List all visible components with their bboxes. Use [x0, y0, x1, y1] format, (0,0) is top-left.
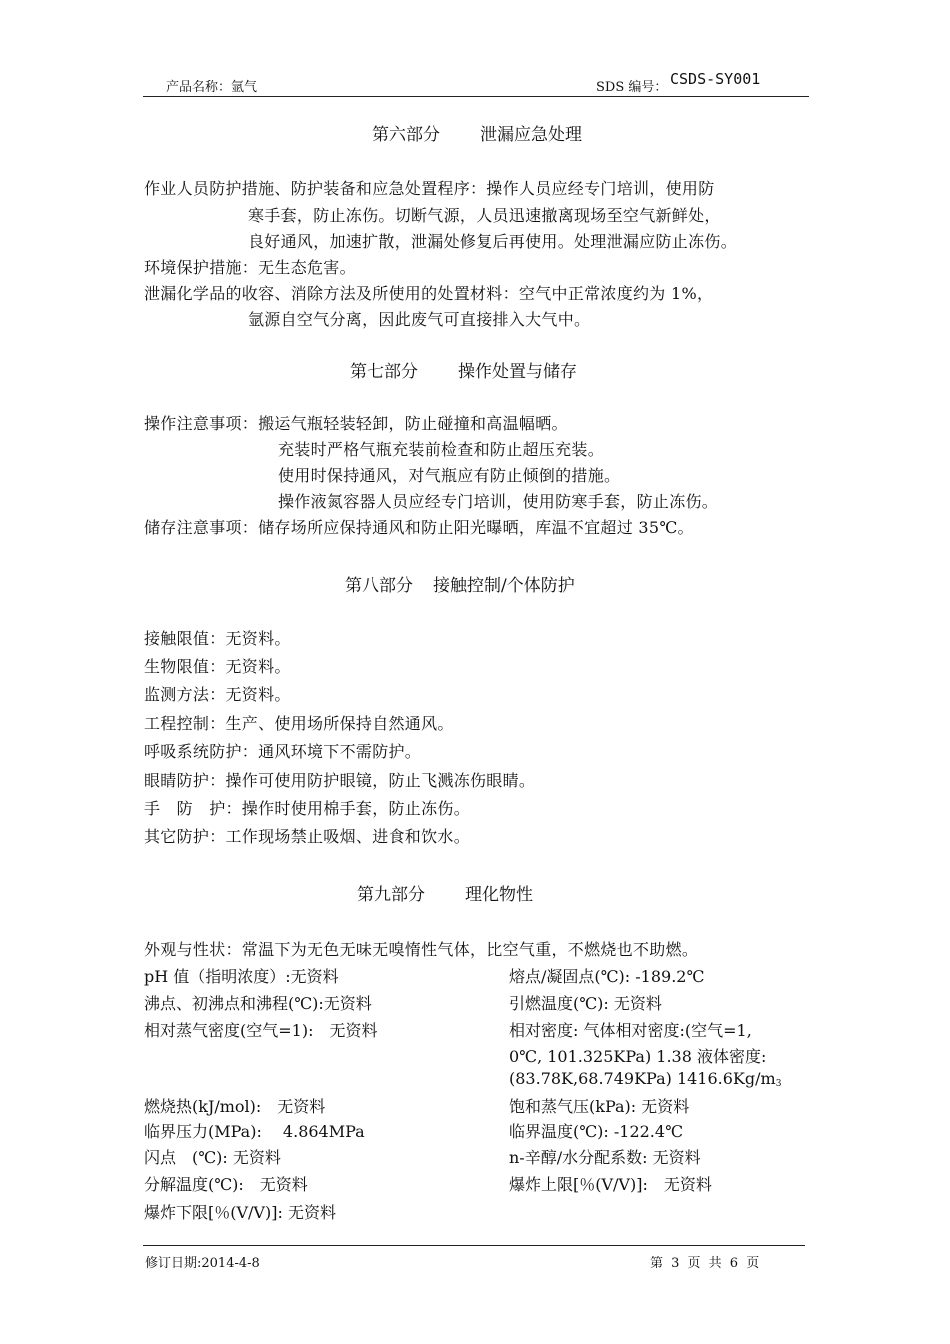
section-9-title: 理化物性: [465, 885, 533, 905]
s7-line: 充装时严格气瓶充装前检查和防止超压充装。: [278, 440, 605, 459]
s9-right-item: 相对密度: 气体相对密度:(空气=1,: [509, 1021, 752, 1040]
section-8-title: 接触控制/个体防护: [433, 576, 575, 596]
page-info: 第 3 页 共 6 页: [650, 1256, 760, 1271]
s9-right-item: 临界温度(℃): -122.4℃: [509, 1122, 683, 1141]
section-6-heading: [372, 120, 582, 145]
s6-line: 良好通风，加速扩散，泄漏处修复后再使用。处理泄漏应防止冻伤。: [248, 232, 738, 251]
revision-date: 修订日期:2014-4-8: [145, 1256, 260, 1271]
cubic-superscript: 3: [775, 1079, 782, 1089]
s9-left-item: 沸点、初沸点和沸程(℃):无资料: [144, 994, 372, 1013]
s8-line: 生物限值：无资料。: [144, 657, 291, 676]
section-9-heading: [357, 880, 533, 905]
s9-left-item: 爆炸下限[％(V/V)]: 无资料: [144, 1203, 336, 1222]
s9-right-item: 熔点/凝固点(℃): -189.2℃: [509, 967, 705, 986]
s8-line: 监测方法：无资料。: [144, 685, 291, 704]
s9-right-item: 引燃温度(℃): 无资料: [509, 994, 662, 1013]
s9-left-item: 分解温度(℃): 无资料: [144, 1175, 308, 1194]
sds-number: CSDS-SY001: [670, 70, 761, 88]
s6-line: 氩源自空气分离，因此废气可直接排入大气中。: [248, 310, 591, 329]
s8-line: 呼吸系统防护：通风环境下不需防护。: [144, 742, 422, 761]
s8-line: 工程控制：生产、使用场所保持自然通风。: [144, 714, 454, 733]
s6-line: 泄漏化学品的收容、消除方法及所使用的处置材料：空气中正常浓度约为 1%，: [144, 284, 714, 303]
s6-line: 环境保护措施：无生态危害。: [144, 258, 356, 277]
s9-left-item: 闪点 (℃): 无资料: [144, 1148, 281, 1167]
header-rule: [143, 96, 809, 97]
s7-line: 操作液氮容器人员应经专门培训，使用防寒手套，防止冻伤。: [278, 492, 719, 511]
liquid-density-value: (83.78K,68.749KPa) 1416.6Kg/m: [509, 1069, 776, 1088]
s9-right-item: n-辛醇/水分配系数: 无资料: [509, 1148, 701, 1167]
section-6-number: 第六部分: [372, 125, 440, 145]
section-7-number: 第七部分: [350, 362, 418, 382]
s8-line: 眼睛防护：操作可使用防护眼镜，防止飞溅冻伤眼睛。: [144, 771, 536, 790]
s8-line: 其它防护：工作现场禁止吸烟、进食和饮水。: [144, 827, 471, 846]
section-6-title: 泄漏应急处理: [480, 125, 582, 145]
s7-line: 操作注意事项：搬运气瓶轻装轻卸，防止碰撞和高温幅晒。: [144, 414, 568, 433]
s9-left-item: pH 值（指明浓度）:无资料: [144, 967, 339, 986]
s7-line: 使用时保持通风，对气瓶应有防止倾倒的措施。: [278, 466, 621, 485]
footer-rule: [143, 1245, 805, 1246]
section-8-number: 第八部分: [345, 576, 413, 596]
s9-left-item: 相对蒸气密度(空气=1): 无资料: [144, 1021, 378, 1040]
s8-line: 接触限值：无资料。: [144, 629, 291, 648]
s9-appearance: 外观与性状：常温下为无色无味无嗅惰性气体，比空气重，不燃烧也不助燃。: [144, 940, 699, 959]
s9-right-item: 爆炸上限[％(V/V)]: 无资料: [509, 1175, 712, 1194]
section-7-title: 操作处置与储存: [458, 362, 577, 382]
s7-line: 储存注意事项：储存场所应保持通风和防止阳光曝晒，库温不宜超过 35℃。: [144, 518, 694, 537]
section-9-number: 第九部分: [357, 885, 425, 905]
s9-left-item: 临界压力(MPa): 4.864MPa: [144, 1122, 365, 1141]
section-8-heading: [345, 571, 575, 596]
section-7-heading: [350, 357, 577, 382]
s6-line: 寒手套，防止冻伤。切断气源，人员迅速撤离现场至空气新鲜处，: [248, 206, 721, 225]
s9-right-item: 饱和蒸气压(kPa): 无资料: [509, 1097, 690, 1116]
sds-number-label: SDS 编号：: [596, 80, 668, 95]
s8-line: 手 防 护：操作时使用棉手套，防止冻伤。: [144, 799, 471, 818]
s9-right-item: [509, 1069, 781, 1089]
s9-left-item: 燃烧热(kJ/mol): 无资料: [144, 1097, 326, 1116]
s6-line: 作业人员防护措施、防护装备和应急处置程序：操作人员应经专门培训，使用防: [144, 179, 715, 198]
s9-right-item: 0℃, 101.325KPa) 1.38 液体密度:: [509, 1047, 767, 1066]
product-name: 产品名称：氩气: [166, 80, 258, 95]
